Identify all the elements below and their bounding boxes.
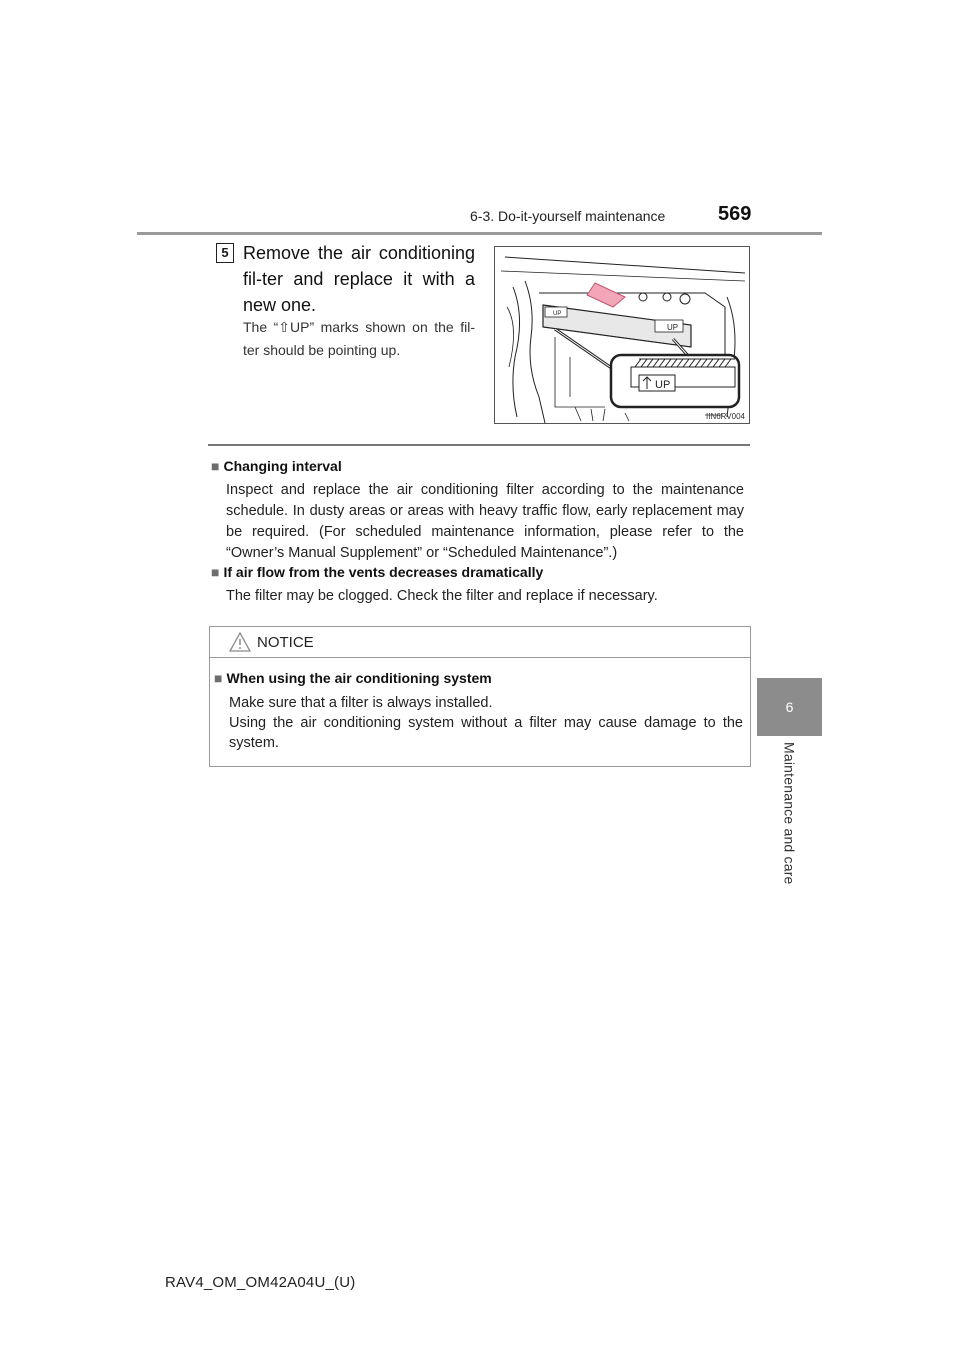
figure-id: IIN6RV004: [706, 412, 745, 421]
square-bullet-icon: ■: [211, 564, 220, 580]
notice-header: [210, 627, 750, 658]
chapter-number-tab: 6: [757, 678, 822, 736]
notice-body: [229, 693, 743, 753]
note-prefix: The “: [243, 319, 279, 335]
section-body-air-flow: The filter may be clogged. Check the filter and replace if necessary.: [226, 588, 658, 604]
section-heading-air-flow: [211, 564, 543, 580]
step-instruction: Remove the air conditioning fil-ter and replace it with a new one.: [243, 243, 475, 315]
page-number: 569: [718, 203, 752, 225]
notice-line-2: Using the air conditioning system without a filter may cause damage to the system.: [229, 715, 743, 751]
square-bullet-icon: ■: [211, 458, 220, 474]
notice-box: [209, 626, 751, 767]
up-label-big: UP: [655, 379, 671, 391]
header-divider: [137, 232, 822, 235]
filter-illustration: [494, 246, 750, 424]
note-suffix: UP” marks shown on the fil-ter should be pointing up.: [243, 319, 475, 358]
up-label-small: UP: [553, 311, 562, 317]
chapter-title-vertical: Maintenance and care: [781, 742, 798, 885]
notice-subheading-text: When using the air conditioning system: [226, 670, 492, 686]
notice-title: NOTICE: [257, 634, 314, 651]
section-body-changing-interval: Inspect and replace the air conditioning filter according to the maintenance schedule. In dusty areas or areas with heavy traffic flow, early replacement may be required. (For scheduled maintenance information, please refer to the “Owner’s Manual Supplement” or “Scheduled Maintenance”.): [226, 482, 744, 561]
up-label-mid: UP: [667, 323, 679, 332]
section-heading-changing-interval: [211, 458, 342, 474]
step-note: [243, 316, 475, 362]
warning-triangle-icon: [229, 632, 251, 652]
section-title: 6-3. Do-it-yourself maintenance: [470, 208, 666, 224]
heading-text: If air flow from the vents decreases dramatically: [223, 564, 544, 580]
filter-drawing: [495, 247, 749, 423]
step-number-badge: 5: [216, 243, 234, 263]
square-bullet-icon: ■: [214, 670, 223, 686]
notice-subheading: [214, 670, 492, 686]
heading-text: Changing interval: [223, 458, 342, 474]
notice-line-1: Make sure that a filter is always installed.: [229, 695, 493, 711]
up-arrow-icon: ⇧: [278, 319, 291, 335]
document-code: RAV4_OM_OM42A04U_(U): [165, 1274, 356, 1291]
section-divider: [208, 444, 750, 446]
